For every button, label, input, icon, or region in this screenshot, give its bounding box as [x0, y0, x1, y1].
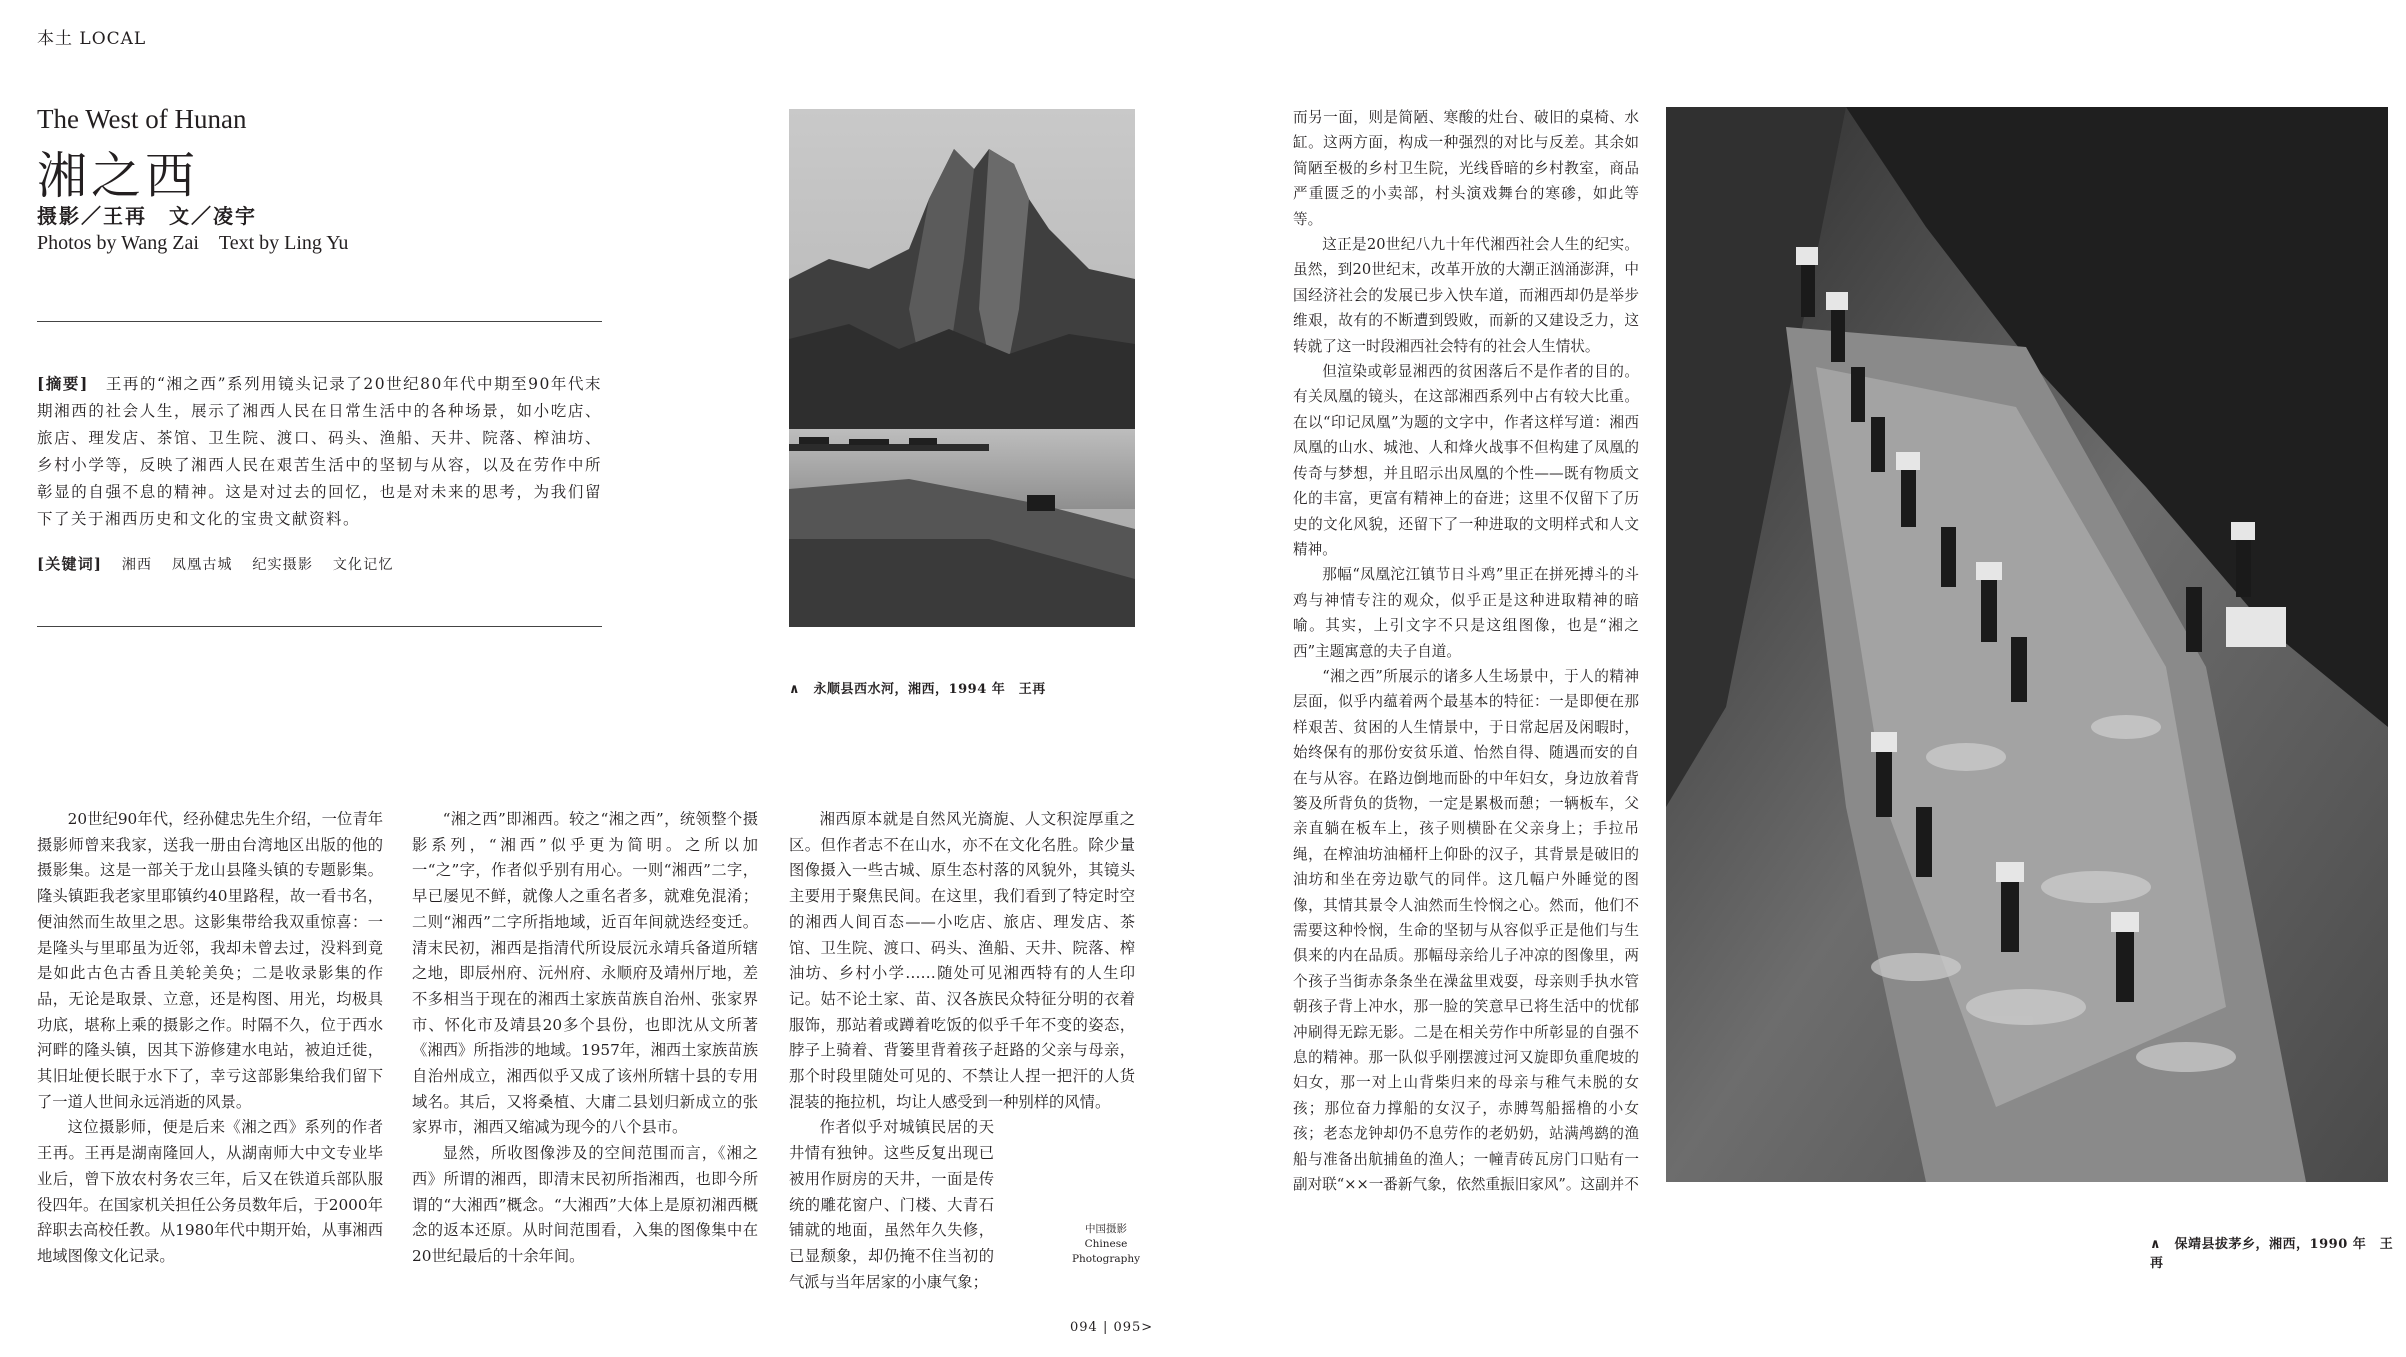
credit-chinese: 摄影／王再 文／凌宇: [37, 204, 257, 228]
keyword: 纪实摄影: [252, 557, 314, 573]
porters-caption: ∧ 保靖县拔茅乡，湘西，1990 年 王再: [2150, 1237, 2394, 1271]
paragraph: 20世纪90年代，经孙健忠先生介绍，一位青年摄影师曾来我家，送我一册由台湾地区出版的他的摄影集。这是一部关于龙山县隆头镇的专题影集。隆头镇距我老家里耶镇约40里路程，故一看书名，便油然而生故里之思。这影集带给我双重惊喜：一是隆头与里耶虽为近邻，我却未曾去过，没料到竟是如此古色古香且美轮美奂；二是收录影集的作品，无论是取景、立意，还是构图、用光，均极具功底，堪称上乘的摄影之作。时隔不久，位于西水河畔的隆头镇，因其下游修建水电站，被迫迁徙，其旧址便长眠于水下了，幸亏这部影集给我们留下了一道人世间永远消逝的风景。: [37, 810, 383, 1111]
river-photo: [789, 109, 1135, 627]
paragraph: 但渲染或彰显湘西的贫困落后不是作者的目的。有关凤凰的镜头，在这部湘西系列中占有较大比重。在以“印记凤凰”为题的文字中，作者这样写道：湘西凤凰的山水、城池、人和烽火战事不但构建了凤凰的传奇与梦想，并且昭示出凤凰的个性——既有物质文化的丰富，更富有精神上的奋进；这里不仅留下了历史的文化风貌，还留下了一种进取的文明样式和人文精神。: [1293, 363, 1639, 558]
body-column-4: [1293, 105, 1639, 1197]
river-caption: ∧ 永顺县西水河，湘西，1994 年 王再: [789, 682, 1046, 697]
page-numbers: 094 | 095>: [1070, 1320, 1154, 1335]
section-tag: 本土 LOCAL: [37, 29, 147, 49]
paragraph: 作者似乎对城镇民居的天井情有独钟。这些反复出现已被用作厨房的天井，一面是传统的雕花窗户、门楼、大青石铺就的地面，虽然年久失修，已显颓象，却仍掩不住当初的气派与当年居家的小康气象；: [789, 1118, 994, 1291]
porters-photo: [1666, 107, 2388, 1182]
bottom-divider: [37, 626, 602, 627]
page-number-right: 095>: [1113, 1320, 1154, 1335]
porters-photo-image: [1666, 107, 2388, 1182]
paragraph: 这正是20世纪八九十年代湘西社会人生的纪实。虽然，到20世纪末，改革开放的大潮正汹涌澎湃，中国经济社会的发展已步入快车道，而湘西却仍是举步维艰，故有的不断遭到毁败，而新的又建设乏力，这转就了这一时段湘西社会特有的社会人生情状。: [1293, 236, 1639, 355]
abstract: [37, 370, 602, 533]
paragraph: “湘之西”所展示的诸多人生场景中，于人的精神层面，似乎内蕴着两个最基本的特征：一是即便在那样艰苦、贫困的人生情景中，于日常起居及闲暇时，始终保有的那份安贫乐道、怡然自得、随遇而安的自在与从容。在路边倒地而卧的中年妇女，身边放着背篓及所背负的货物，一定是累极而憩；一辆板车，父亲直躺在板车上，孩子则横卧在父亲身上；手拉吊绳，在榨油坊油桶杆上仰卧的汉子，其背景是破旧的油坊和坐在旁边歇气的同伴。这几幅户外睡觉的图像，其情其景令人油然而生怜悯之心。然而，他们不需要这种怜悯，生命的坚韧与从容似乎正是他们与生俱来的内在品质。那幅母亲给儿子冲凉的图像里，两个孩子当街赤条条坐在澡盆里戏耍，母亲则手执水管朝孩子背上冲水，那一脸的笑意早已将生活中的忧郁冲刷得无踪无影。二是在相关劳作中所彰显的自强不息的精神。那一队似乎刚摆渡过河又旋即负重爬坡的妇女，那一对上山背柴归来的母亲与稚气未脱的女孩；那位奋力撑船的女汉子，赤膊驾船摇橹的小女孩；老态龙钟却仍不息劳作的老奶奶，站满鸬鹚的渔船与准备出航捕鱼的渔人；一幢青砖瓦房门口贴有一副对联“××一番新气象，依然重振旧家风”。这副并不: [1293, 667, 1639, 1194]
paragraph: 显然，所收图像涉及的空间范围而言，《湘之西》所谓的湘西，即清末民初所指湘西，也即今所谓的“大湘西”概念。“大湘西”大体上是原初湘西概念的返本还原。从时间范围看，入集的图像集中在20世纪最后的十余年间。: [412, 1144, 758, 1265]
top-divider: [37, 321, 602, 322]
keyword: 湘西: [121, 557, 153, 573]
page-number-left: 094: [1070, 1320, 1098, 1335]
credit-english: Photos by Wang Zai Text by Ling Yu: [37, 232, 349, 254]
stamp-zh: 中国摄影: [1085, 1223, 1127, 1235]
body-column-1: [37, 807, 383, 1270]
paragraph: 湘西原本就是自然风光旖旎、人文积淀厚重之区。但作者志不在山水，亦不在文化名胜。除少量图像摄入一些古城、原生态村落的风貌外，其镜头主要用于聚焦民间。在这里，我们看到了特定时空的湘西人间百态——小吃店、旅店、理发店、茶馆、卫生院、渡口、码头、渔船、天井、院落、榨油坊、乡村小学……随处可见湘西特有的人生印记。姑不论土家、苗、汉各族民众特征分明的衣着服饰，那站着或蹲着吃饭的似乎千年不变的姿态，脖子上骑着、背篓里背着孩子赶路的父亲与母亲，那个时段里随处可见的、不禁让人捏一把汗的人货混装的拖拉机，均让人感受到一种别样的风情。: [789, 810, 1135, 1111]
stamp-en-1: Chinese: [1084, 1238, 1128, 1250]
paragraph: 那幅“凤凰沱江镇节日斗鸡”里正在拼死搏斗的斗鸡与神情专注的观众，似乎正是这种进取精神的暗喻。其实，上引文字不只是这组图像，也是“湘之西”主题寓意的夫子自道。: [1293, 566, 1639, 660]
paragraph: 这位摄影师，便是后来《湘之西》系列的作者王再。王再是湖南隆回人，从湖南师大中文专业毕业后，曾下放农村务农三年，后又在铁道兵部队服役四年。在国家机关担任公务员数年后，于2000年辞职去高校任教。从1980年代中期开始，从事湘西地域图像文化记录。: [37, 1118, 383, 1265]
keywords: [37, 553, 394, 574]
keywords-label: [关键词]: [37, 555, 103, 573]
river-photo-image: [789, 109, 1135, 627]
paragraph: “湘之西”即湘西。较之“湘之西”，统领整个摄影系列，“湘西”似乎更为简明。之所以加一“之”字，作者似乎别有用心。一则“湘西”二字，早已屡见不鲜，就像人之重名者多，就难免混淆；二则“湘西”二字所指地域，近百年间就迭经变迁。清末民初，湘西是指清代所设辰沅永靖兵备道所辖之地，即辰州府、沅州府、永顺府及靖州厅地，差不多相当于现在的湘西土家族苗族自治州、张家界市、怀化市及靖县20多个县份，也即沈从文所著《湘西》所指涉的地域。1957年，湘西土家族苗族自治州成立，湘西似乎又成了该州所辖十县的专用域名。其后，又将桑植、大庸二县划归新成立的张家界市，湘西又缩减为现今的八个县市。: [412, 810, 758, 1137]
keyword: 凤凰古城: [171, 557, 233, 573]
title-english: The West of Hunan: [37, 104, 247, 134]
abstract-label: [摘要]: [37, 374, 89, 393]
paragraph: 而另一面，则是简陋、寒酸的灶台、破旧的桌椅、水缸。这两方面，构成一种强烈的对比与反差。其余如简陋至极的乡村卫生院，光线昏暗的乡村教室，商品严重匮乏的小卖部，村头演戏舞台的寒碜，如此等等。: [1293, 109, 1639, 228]
body-column-2: [412, 807, 758, 1270]
page-title: 湘之西: [37, 147, 199, 205]
stamp-en-2: Photography: [1071, 1253, 1141, 1265]
magazine-stamp: [1056, 1222, 1156, 1267]
abstract-text: 王再的“湘之西”系列用镜头记录了20世纪80年代中期至90年代末期湘西的社会人生，展示了湘西人民在日常生活中的各种场景，如小吃店、旅店、理发店、茶馆、卫生院、渡口、码头、渔船、天井、院落、榨油坊、乡村小学等，反映了湘西人民在艰苦生活中的坚韧与从容，以及在劳作中所彰显的自强不息的精神。这是对过去的回忆，也是对未来的思考，为我们留下了关于湘西历史和文化的宝贵文献资料。: [37, 375, 602, 528]
keyword: 文化记忆: [332, 557, 394, 573]
